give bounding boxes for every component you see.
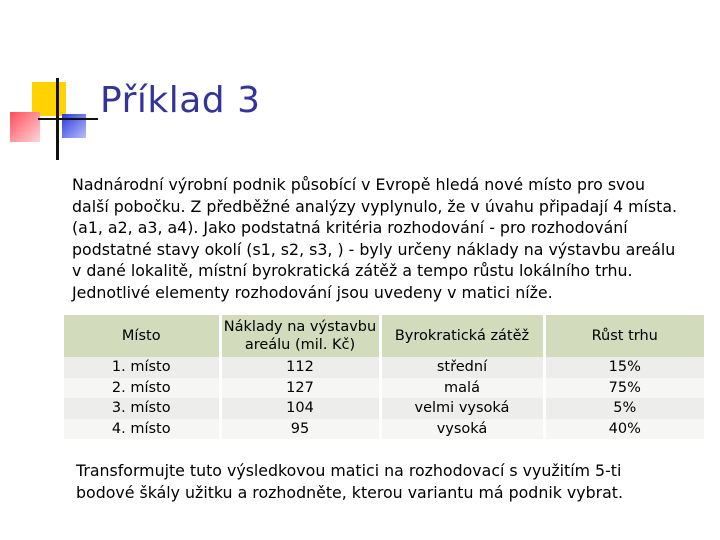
header-market-growth: Růst trhu (544, 315, 704, 357)
intro-paragraph: Nadnárodní výrobní podnik působící v Evropě hledá nové místo pro svou další pobočku. Z předběžné analýzy vyplynulo, že v úvahu připadají 4 místa. (a1, a2, a3, a4). Jako podstatná kritéria rozhodování - pro rozhodování podstatné stavy okolí (s1, s2, s3, ) - byly určeny náklady na výstavbu areálu v dané lokalitě, místní byrokratická zátěž a tempo růstu lokálního trhu. Jednotlivé elementy rozhodování jsou uvedeny v matici níže. (72, 175, 678, 302)
cell-growth: 75% (544, 378, 704, 399)
cell-bureaucracy: střední (380, 357, 544, 378)
table-row (64, 357, 704, 378)
cell-costs: 104 (220, 398, 380, 419)
task-paragraph: Transformujte tuto výsledkovou matici na rozhodovací s využitím 5-ti bodové škály užitku a rozhodněte, kterou variantu má podnik vybrat. (76, 461, 624, 502)
cell-growth: 40% (544, 419, 704, 440)
decision-matrix (64, 315, 704, 439)
cell-location: 1. místo (64, 357, 220, 378)
header-location: Místo (64, 315, 220, 357)
cell-costs: 95 (220, 419, 380, 440)
cell-location: 3. místo (64, 398, 220, 419)
slide-logo-decoration (0, 0, 100, 170)
cell-location: 2. místo (64, 378, 220, 399)
table-row (64, 419, 704, 440)
cell-costs: 112 (220, 357, 380, 378)
cell-bureaucracy: velmi vysoká (380, 398, 544, 419)
table-row (64, 398, 704, 419)
matrix-header-row (64, 315, 704, 357)
cell-bureaucracy: malá (380, 378, 544, 399)
header-bureaucratic-burden: Byrokratická zátěž (380, 315, 544, 357)
slide-title: Příklad 3 (100, 80, 261, 121)
cell-location: 4. místo (64, 419, 220, 440)
cell-costs: 127 (220, 378, 380, 399)
cell-growth: 15% (544, 357, 704, 378)
cell-growth: 5% (544, 398, 704, 419)
table-row (64, 378, 704, 399)
header-construction-costs: Náklady na výstavbu areálu (mil. Kč) (220, 315, 380, 357)
cell-bureaucracy: vysoká (380, 419, 544, 440)
